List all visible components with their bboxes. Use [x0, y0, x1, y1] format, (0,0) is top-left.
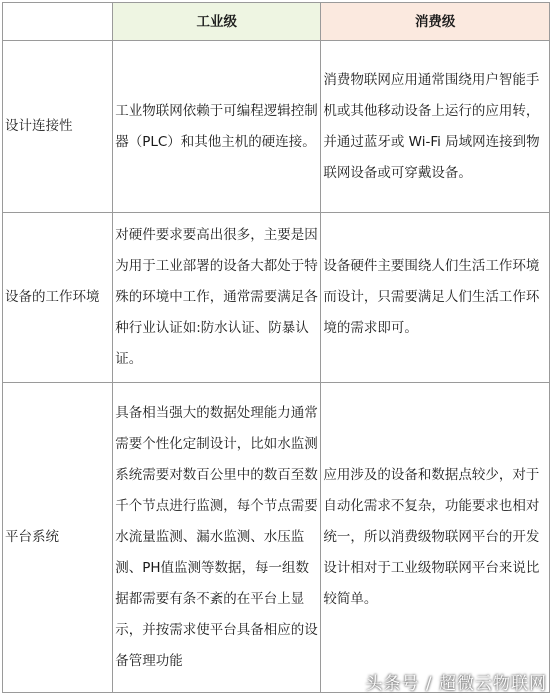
- watermark-text: 头条号 / 超微云物联网: [365, 674, 547, 694]
- industrial-cell: 工业物联网依赖于可编程逻辑控制器（PLC）和其他主机的硬连接。: [113, 41, 321, 213]
- header-row: [3, 3, 550, 41]
- scroll-edge-marker: [549, 275, 553, 445]
- row-label: 平台系统: [3, 383, 113, 693]
- header-blank-cell: [3, 3, 113, 41]
- consumer-cell: 应用涉及的设备和数据点较少，对于自动化需求不复杂，功能要求也相对统一，所以消费级物联网平台的开发设计相对于工业级物联网平台来说比较简单。: [321, 383, 550, 693]
- table-row: [3, 383, 550, 693]
- table-row: [3, 41, 550, 213]
- industrial-cell: 对硬件要求要高出很多，主要是因为用于工业部署的设备大都处于特殊的环境中工作，通常需要满足各种行业认证如:防水认证、防暴认证。: [113, 213, 321, 383]
- header-consumer: 消费级: [321, 3, 550, 41]
- consumer-cell: 消费物联网应用通常围绕用户智能手机或其他移动设备上运行的应用转，并通过蓝牙或 Wi-Fi 局域网连接到物联网设备或可穿戴设备。: [321, 41, 550, 213]
- industrial-cell: 具备相当强大的数据处理能力通常需要个性化定制设计，比如水监测系统需要对数百公里中的数百至数千个节点进行监测，每个节点需要水流量监测、漏水监测、水压监测、PH值监测等数据，每一组数据都需要有条不紊的在平台上显示，并按需求使平台具备相应的设备管理功能: [113, 383, 321, 693]
- header-industrial: 工业级: [113, 3, 321, 41]
- row-label: 设备的工作环境: [3, 213, 113, 383]
- comparison-table: [2, 2, 550, 693]
- row-label: 设计连接性: [3, 41, 113, 213]
- table-row: [3, 213, 550, 383]
- consumer-cell: 设备硬件主要围绕人们生活工作环境而设计，只需要满足人们生活工作环境的需求即可。: [321, 213, 550, 383]
